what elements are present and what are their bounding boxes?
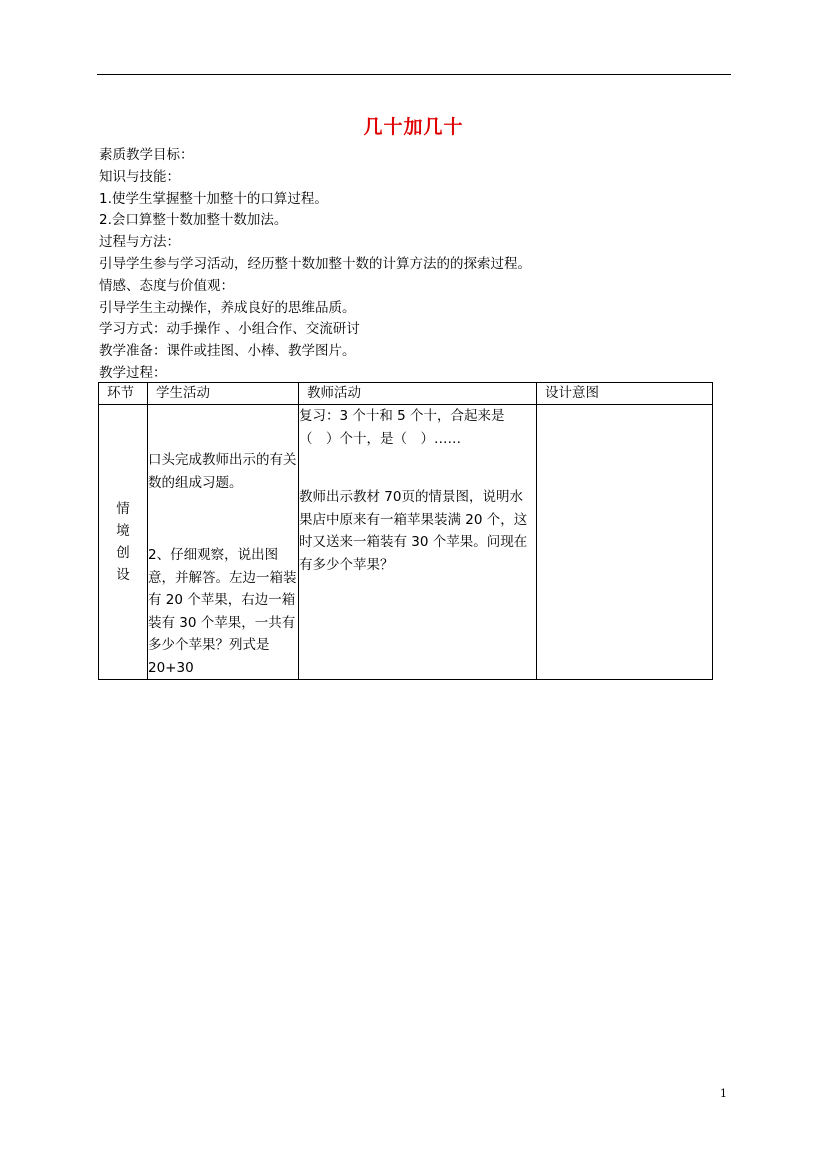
header-design-intent: 设计意图	[537, 383, 713, 405]
knowledge-skills-heading: 知识与技能：	[99, 168, 180, 185]
teaching-process-heading: 教学过程：	[99, 364, 167, 381]
design-intent-cell	[537, 405, 713, 680]
student-activity-cell	[148, 405, 299, 680]
student-activity-2: 2、仔细观察，说出图意，并解答。左边一箱装有 20 个苹果，右边一箱装有 30 个苹果，一共有多少个苹果？列式是 20+30	[148, 547, 297, 676]
objectives-heading: 素质教学目标：	[99, 147, 194, 163]
table-header-row	[99, 383, 713, 405]
section-label: 情 境 创 设	[116, 501, 130, 583]
page-title: 几十加几十	[363, 116, 464, 138]
teaching-preparation: 教学准备：课件或挂图、小棒、教学图片。	[99, 343, 356, 360]
header-rule	[97, 74, 731, 75]
lesson-plan-table	[98, 382, 713, 680]
page-number: 1	[720, 1087, 727, 1100]
objective-item-2: 2.会口算整十数加整十数加法。	[99, 212, 288, 229]
emotion-attitude-heading: 情感、态度与价值观：	[99, 277, 234, 294]
emotion-attitude-text: 引导学生主动操作，养成良好的思维品质。	[99, 299, 356, 316]
learning-method: 学习方式：动手操作 、小组合作、交流研讨	[99, 321, 360, 338]
objectives-block	[99, 145, 531, 385]
teacher-activity-cell	[299, 405, 537, 680]
process-method-text: 引导学生参与学习活动，经历整十数加整十数的计算方法的的探索过程。	[99, 255, 531, 272]
process-method-heading: 过程与方法：	[99, 234, 180, 251]
table-row	[99, 405, 713, 680]
header-student-activity: 学生活动	[148, 383, 299, 405]
header-teacher-activity: 教师活动	[299, 383, 537, 405]
student-activity-1: 口头完成教师出示的有关数的组成习题。	[148, 452, 297, 491]
header-section: 环节	[99, 383, 148, 405]
teacher-activity-1: 复习：3 个十和 5 个十，合起来是（ ）个十，是（ ）……	[299, 408, 505, 447]
objective-item-1: 1.使学生掌握整十加整十的口算过程。	[99, 190, 328, 207]
section-cell	[99, 405, 148, 680]
teacher-activity-2: 教师出示教材 70页的情景图，说明水果店中原来有一箱苹果装满 20 个，这时又送来一箱装有 30 个苹果。问现在有多少个苹果？	[299, 489, 528, 573]
